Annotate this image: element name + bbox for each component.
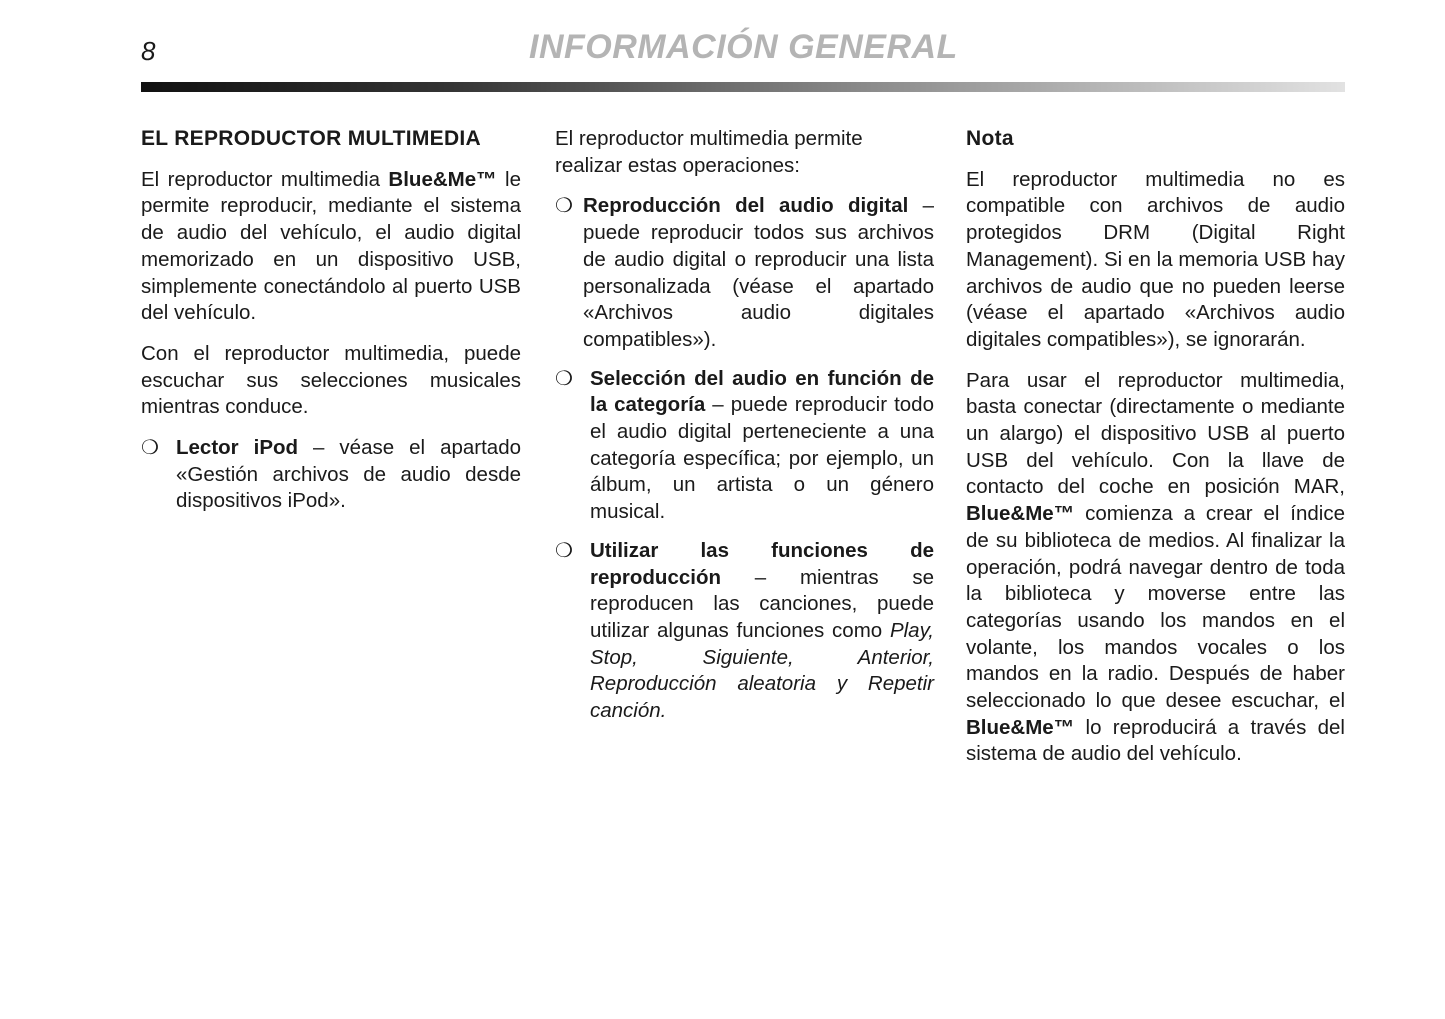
- list-item-title: Utilizar las funciones de reproducción: [590, 538, 934, 589]
- column-left: [141, 126, 521, 527]
- list-item: [555, 193, 934, 353]
- circle-bullet-icon: ❍: [141, 437, 159, 460]
- intro-paragraph: El reproductor multimedia Blue&Me™ le permite reproducir, mediante el sistema de audio del vehículo, el audio digital memorizado en un dispositivo USB, simplemente conectándolo al puerto USB del vehículo.: [141, 167, 522, 325]
- brand-name: Blue&Me™: [966, 502, 1075, 526]
- column-middle: [555, 126, 934, 737]
- paragraph: Con el reproductor multimedia, puede escuchar sus selecciones musicales mientras conduce.: [141, 341, 521, 419]
- list-item: [555, 366, 934, 526]
- brand-name: Blue&Me™: [966, 715, 1075, 739]
- header-rule: [141, 82, 1345, 92]
- circle-bullet-icon: ❍: [555, 195, 573, 218]
- section-title: INFORMACIÓN GENERAL: [529, 28, 958, 66]
- list-item-text: – mientras se reproducen las canciones, puede utilizar algunas funciones como: [590, 565, 934, 642]
- list-item-text: – puede reproducir todos sus archivos de audio digital o reproducir una lista personalizada (véase el apartado «Archivos audio digitales compatibles»).: [583, 194, 934, 351]
- list-item-text: – puede reproducir todo el audio digital perteneciente a una categoría específica; por ejemplo, un álbum, un artista o un género musical.: [590, 393, 934, 524]
- circle-bullet-icon: ❍: [555, 367, 573, 390]
- brand-name: Blue&Me™: [388, 167, 497, 191]
- intro-paragraph: El reproductor multimedia permite realizar estas operaciones:: [555, 127, 863, 177]
- page-number: 8: [141, 36, 156, 66]
- circle-bullet-icon: ❍: [555, 539, 573, 562]
- note-heading: Nota: [966, 127, 1014, 150]
- list-item: [555, 538, 934, 725]
- list-item-title: Lector iPod: [176, 436, 299, 460]
- usage-paragraph: Para usar el reproductor multimedia, basta conectar (directamente o mediante un alargo) el dispositivo USB al puerto USB del vehículo. Con la llave de contacto del coche en posición MAR, Blue&Me™ comienza a crear el índice de su biblioteca de medios. Al finalizar la operación, podrá navegar dentro de toda la biblioteca y moverse entre las categorías usando los mandos en el volante, los mandos vocales o los mandos en la radio. Después de haber seleccionado lo que desee escuchar, el Blue&Me™ lo reproducirá a través del sistema de audio del vehículo.: [966, 368, 1345, 766]
- list-item-functions: Play, Stop, Siguiente, Anterior, Reproducción aleatoria y Repetir canción.: [590, 618, 934, 723]
- section-heading: EL REPRODUCTOR MULTIMEDIA: [141, 127, 482, 150]
- column-right: [966, 126, 1345, 782]
- list-item-text: – véase el apartado «Gestión archivos de audio desde dispositivos iPod».: [176, 436, 521, 513]
- list-item: [141, 435, 521, 515]
- note-paragraph: El reproductor multimedia no es compatible con archivos de audio protegidos DRM (Digital Right Management). Si en la memoria USB hay archivos de audio que no pueden leerse (véase el apartado «Archivos audio digitales compatibles»), se ignorarán.: [966, 167, 1345, 351]
- list-item-title: Selección del audio en función de la categoría: [590, 366, 934, 417]
- list-item-title: Reproducción del audio digital: [583, 194, 909, 218]
